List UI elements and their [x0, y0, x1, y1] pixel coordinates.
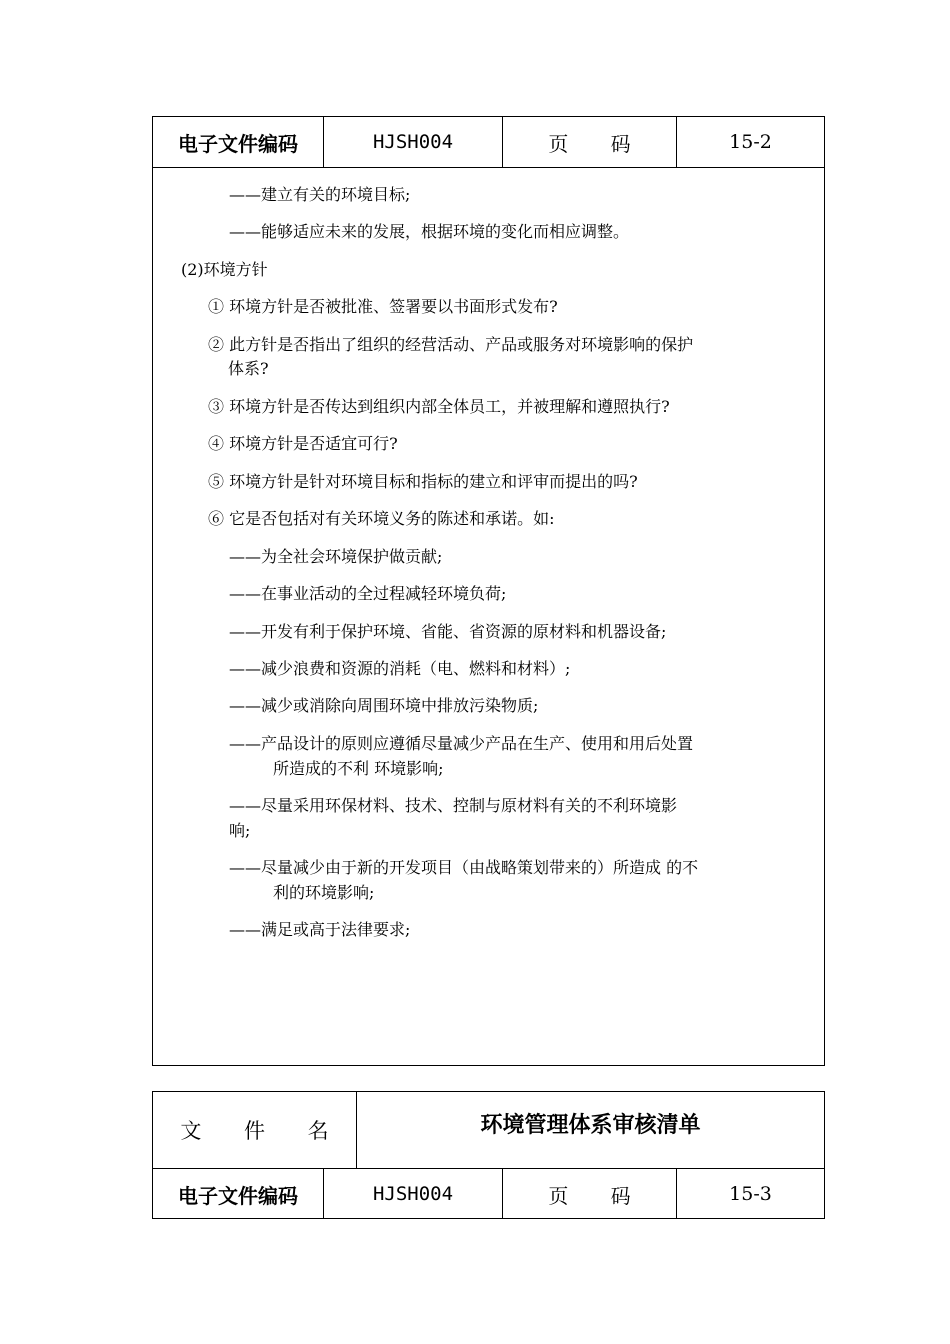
body-line: ——满足或高于法律要求;: [229, 920, 411, 939]
document-body: [153, 168, 824, 1014]
body-line-continuation: 响;: [229, 821, 251, 840]
body-line-continuation: 利的环境影响;: [273, 883, 375, 902]
checklist-item: ④ 环境方针是否适宜可行?: [208, 434, 398, 453]
electronic-file-code-label: 电子文件编码: [153, 117, 324, 167]
body-line: ——产品设计的原则应遵循尽量减少产品在生产、使用和用后处置: [229, 734, 694, 753]
page-number-value: 15-3: [729, 1183, 772, 1205]
document-page-15-2: [152, 116, 825, 1066]
checklist-item: ⑤ 环境方针是针对环境目标和指标的建立和评审而提出的吗?: [208, 472, 638, 491]
section-heading: (2)环境方针: [181, 260, 268, 279]
file-name-value: 环境管理体系审核清单: [480, 1113, 701, 1138]
page-number-label: 页 码: [503, 117, 677, 167]
checklist-item-continuation: 体系?: [228, 359, 269, 378]
body-line: ——尽量减少由于新的开发项目（由战略策划带来的）所造成 的不: [229, 858, 699, 877]
header-row: [153, 1169, 824, 1219]
body-line: ——为全社会环境保护做贡献;: [229, 547, 443, 566]
electronic-file-code-value: HJSH004: [324, 117, 503, 167]
checklist-item: ② 此方针是否指出了组织的经营活动、产品或服务对环境影响的保护: [208, 335, 694, 354]
body-line: ——减少浪费和资源的消耗（电、燃料和材料）;: [229, 659, 571, 678]
electronic-file-code-value: HJSH004: [324, 1169, 503, 1219]
file-name-label: 文 件 名: [153, 1092, 357, 1168]
page-number-value: 15-2: [729, 131, 772, 153]
body-line: ——开发有利于保护环境、省能、省资源的原材料和机器设备;: [229, 622, 667, 641]
header-row: [153, 117, 824, 168]
body-line: ——在事业活动的全过程减轻环境负荷;: [229, 584, 507, 603]
body-line: ——减少或消除向周围环境中排放污染物质;: [229, 696, 539, 715]
body-line-continuation: 所造成的不利 环境影响;: [273, 759, 444, 778]
file-name-row: [153, 1092, 824, 1169]
checklist-item: ③ 环境方针是否传达到组织内部全体员工，并被理解和遵照执行?: [208, 397, 670, 416]
body-line: ——尽量采用环保材料、技术、控制与原材料有关的不利环境影: [229, 796, 678, 815]
page-number-label: 页 码: [503, 1169, 677, 1219]
body-line: ——建立有关的环境目标;: [229, 185, 411, 204]
body-line: ——能够适应未来的发展，根据环境的变化而相应调整。: [229, 222, 630, 241]
checklist-item: ⑥ 它是否包括对有关环境义务的陈述和承诺。如:: [208, 509, 555, 528]
checklist-item: ① 环境方针是否被批准、签署要以书面形式发布?: [208, 297, 558, 316]
electronic-file-code-label: 电子文件编码: [153, 1169, 324, 1219]
document-page-15-3-header: [152, 1091, 825, 1219]
